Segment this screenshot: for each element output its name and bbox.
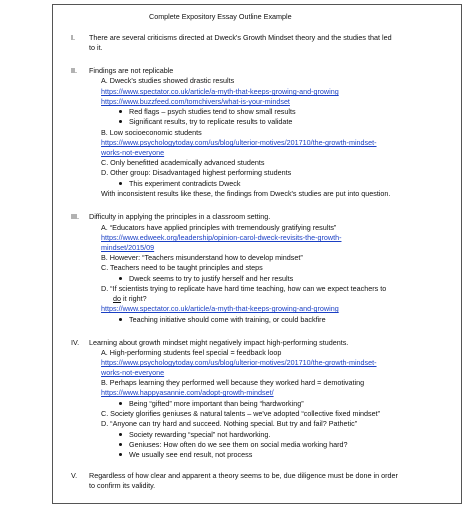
section-iv-a-link-psychologytoday-cont[interactable]: works-not-everyone <box>101 368 165 377</box>
section-iv-b-link-happyasannie[interactable]: https://www.happyasannie.com/adopt-growth-mindset/ <box>101 388 274 397</box>
section-v-text-cont: to confirm its validity. <box>89 481 156 490</box>
section-iv-d-bullet-2: Geniuses: How often do we see them on social media working hard? <box>129 440 348 449</box>
section-iv-item-d: D. “Anyone can try hard and succeed. Nothing special. But try and fail? Pathetic” <box>101 419 358 428</box>
section-ii-a-link-spectator[interactable]: https://www.spectator.co.uk/article/a-myth-that-keeps-growing-and-growing <box>101 87 339 96</box>
bullet-icon <box>119 453 122 456</box>
section-iii-a-link-edweek[interactable]: https://www.edweek.org/leadership/opinion-carol-dweck-revisits-the-growth- <box>101 233 342 242</box>
document-title: Complete Expository Essay Outline Example <box>149 12 292 21</box>
section-ii-closing: With inconsistent results like these, the findings from Dweck's studies are put into question. <box>101 189 391 198</box>
section-iii-item-d: D. “If scientists trying to replicate have hard time teaching, how can we expect teachers to <box>101 284 387 293</box>
section-iv-number: IV. <box>71 338 80 347</box>
bullet-icon <box>119 433 122 436</box>
section-iii-item-a: A. “Educators have applied principles with tremendously gratifying results” <box>101 223 337 232</box>
section-ii-number: II. <box>71 66 77 75</box>
section-iii-item-d-rest: it right? <box>121 294 147 303</box>
bullet-icon <box>119 402 122 405</box>
outline-document <box>52 4 462 504</box>
section-ii-item-c: C. Only benefitted academically advanced students <box>101 158 265 167</box>
section-iv-a-link-psychologytoday[interactable]: https://www.psychologytoday.com/us/blog/ulterior-motives/201710/the-growth-mindset- <box>101 358 377 367</box>
section-ii-item-a: A. Dweck's studies showed drastic results <box>101 76 235 85</box>
bullet-icon <box>119 443 122 446</box>
section-i-number: I. <box>71 33 75 42</box>
section-v-text: Regardless of how clear and apparent a theory seems to be, due diligence must be done in order <box>89 471 398 480</box>
section-iii-d-bullet-1: Teaching initiative should come with training, or could backfire <box>129 315 326 324</box>
section-iv-d-bullet-1: Society rewarding “special” not hardworking. <box>129 430 271 439</box>
section-i-text: There are several criticisms directed at Dweck's Growth Mindset theory and the studies that led <box>89 33 392 42</box>
bullet-icon <box>119 110 122 113</box>
section-ii-a-link-buzzfeed[interactable]: https://www.buzzfeed.com/tomchivers/what-is-your-mindset <box>101 97 290 106</box>
section-ii-heading: Findings are not replicable <box>89 66 174 75</box>
section-iv-item-c: C. Society glorifies geniuses & natural talents – we've adopted “collective fixed mindset” <box>101 409 381 418</box>
section-iii-heading: Difficulty in applying the principles in a classroom setting. <box>89 212 271 221</box>
section-iv-b-bullet-1: Being “gifted” more important than being “hardworking” <box>129 399 304 408</box>
bullet-icon <box>119 120 122 123</box>
section-ii-b-link-psychologytoday-cont[interactable]: works-not-everyone <box>101 148 165 157</box>
section-iii-number: III. <box>71 212 79 221</box>
section-ii-b-link-psychologytoday[interactable]: https://www.psychologytoday.com/us/blog/ulterior-motives/201710/the-growth-mindset- <box>101 138 377 147</box>
section-iii-d-link-spectator[interactable]: https://www.spectator.co.uk/article/a-myth-that-keeps-growing-and-growing <box>101 304 339 313</box>
section-iii-item-d-cont <box>113 295 147 302</box>
section-iv-heading: Learning about growth mindset might negatively impact high-performing students. <box>89 338 349 347</box>
bullet-icon <box>119 277 122 280</box>
section-ii-item-d: D. Other group: Disadvantaged highest performing students <box>101 168 292 177</box>
section-v-number: V. <box>71 471 78 480</box>
section-iii-c-bullet-1: Dweck seems to try to justify herself and her results <box>129 274 294 283</box>
bullet-icon <box>119 318 122 321</box>
section-iv-d-bullet-3: We usually see end result, not process <box>129 450 253 459</box>
bullet-icon <box>119 182 122 185</box>
section-ii-a-bullet-1: Red flags – psych studies tend to show small results <box>129 107 296 116</box>
section-iii-a-link-edweek-cont[interactable]: mindset/2015/09 <box>101 243 155 252</box>
section-iii-item-b: B. However: “Teachers misunderstand how to develop mindset” <box>101 253 303 262</box>
underlined-word: do <box>113 294 121 303</box>
section-ii-a-bullet-2: Significant results, try to replicate results to validate <box>129 117 293 126</box>
section-ii-item-b: B. Low socioeconomic students <box>101 128 202 137</box>
section-iii-item-c: C. Teachers need to be taught principles and steps <box>101 263 263 272</box>
section-i-text-cont: to it. <box>89 43 103 52</box>
section-iv-item-b: B. Perhaps learning they performed well because they worked hard = demotivating <box>101 378 365 387</box>
section-ii-d-bullet-1: This experiment contradicts Dweck <box>129 179 241 188</box>
section-iv-item-a: A. High-performing students feel special = feedback loop <box>101 348 282 357</box>
